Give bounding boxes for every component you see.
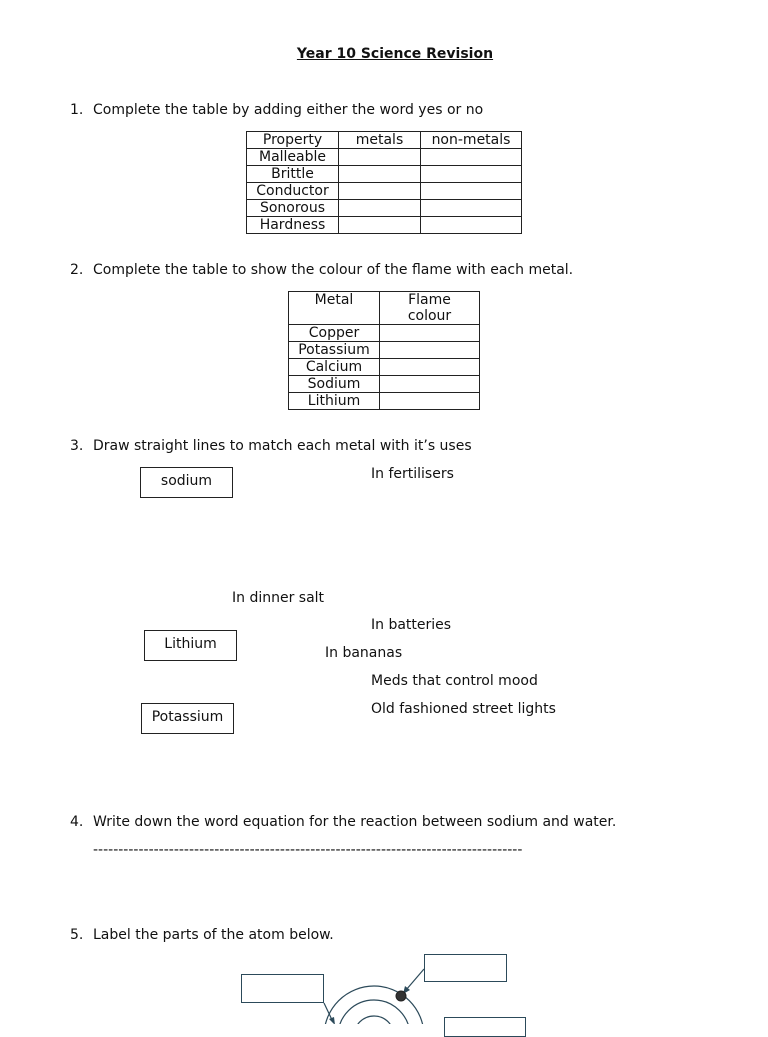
- use-mood-meds[interactable]: Meds that control mood: [371, 673, 538, 689]
- question-number: 5.: [70, 927, 84, 943]
- label-arrow-top-right: [406, 969, 424, 990]
- property-cell: Sonorous: [247, 200, 339, 217]
- metal-cell: Sodium: [289, 376, 380, 393]
- question-number: 3.: [70, 438, 84, 454]
- metal-box-sodium[interactable]: sodium: [140, 467, 233, 498]
- metal-cell: Potassium: [289, 342, 380, 359]
- middle-shell: [338, 1000, 410, 1024]
- question-number: 4.: [70, 814, 84, 830]
- property-cell: Hardness: [247, 217, 339, 234]
- use-dinner-salt[interactable]: In dinner salt: [232, 590, 325, 606]
- page-title: Year 10 Science Revision: [296, 46, 494, 62]
- use-batteries[interactable]: In batteries: [371, 617, 452, 633]
- property-cell: Conductor: [247, 183, 339, 200]
- header-property: Property: [247, 132, 339, 149]
- metal-cell: Copper: [289, 325, 380, 342]
- header-flame-colour: Flame colour: [380, 292, 480, 325]
- metal-box-lithium[interactable]: Lithium: [144, 630, 237, 661]
- question-number: 2.: [70, 262, 84, 278]
- header-metal: Metal: [289, 292, 380, 325]
- property-cell: Malleable: [247, 149, 339, 166]
- header-non-metals: non-metals: [421, 132, 522, 149]
- arrow-head-icon: [329, 1017, 335, 1024]
- question-text: Complete the table to show the colour of the flame with each metal.: [93, 262, 574, 278]
- metal-cell: Lithium: [289, 393, 380, 410]
- metal-box-potassium[interactable]: Potassium: [141, 703, 234, 734]
- use-bananas[interactable]: In bananas: [325, 645, 403, 661]
- property-cell: Brittle: [247, 166, 339, 183]
- question-text: Write down the word equation for the reaction between sodium and water.: [93, 814, 617, 830]
- answer-line[interactable]: -------------------------------------------------------------------------------------: [93, 842, 523, 858]
- question-text: Complete the table by adding either the word yes or no: [93, 102, 484, 118]
- metal-cell: Calcium: [289, 359, 380, 376]
- use-fertilisers[interactable]: In fertilisers: [371, 466, 454, 482]
- question-text: Label the parts of the atom below.: [93, 927, 334, 943]
- question-number: 1.: [70, 102, 84, 118]
- header-metals: metals: [339, 132, 421, 149]
- question-text: Draw straight lines to match each metal with it’s uses: [93, 438, 472, 454]
- electron-icon: [396, 991, 406, 1001]
- outer-shell: [324, 986, 424, 1024]
- inner-shell: [354, 1016, 394, 1024]
- use-street-lights[interactable]: Old fashioned street lights: [371, 701, 556, 717]
